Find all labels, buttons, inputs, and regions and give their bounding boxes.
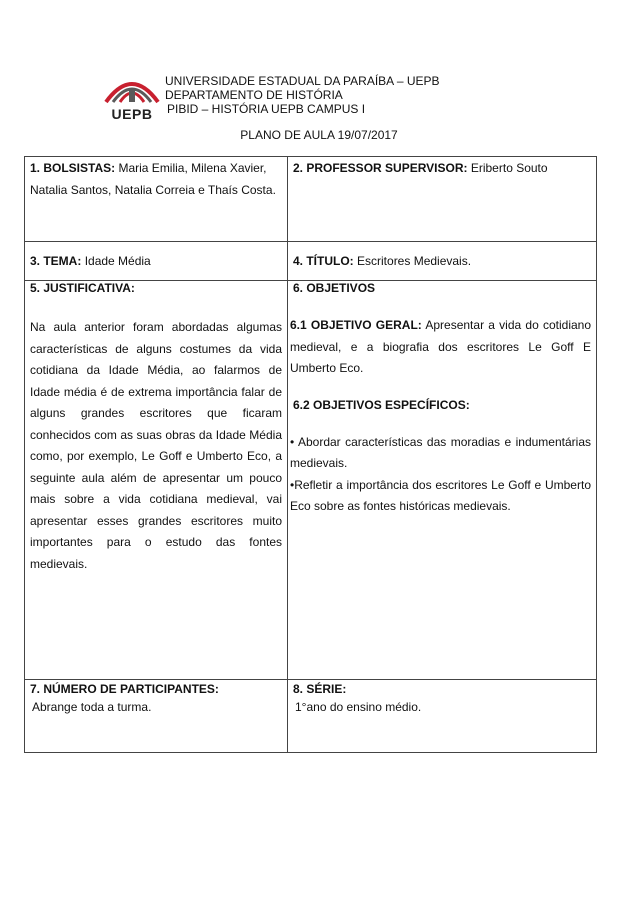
- participantes-cell: [25, 680, 288, 753]
- tema-value: Idade Média: [84, 254, 151, 268]
- serie-label: 8. SÉRIE:: [293, 682, 347, 696]
- lesson-plan-table: [24, 156, 597, 753]
- professor-cell: [288, 157, 597, 242]
- bolsistas-cell: [25, 157, 288, 242]
- tema-label: 3. TEMA:: [30, 254, 82, 268]
- titulo-cell: [288, 242, 597, 281]
- university-name: UNIVERSIDADE ESTADUAL DA PARAÍBA – UEPB: [165, 74, 440, 88]
- professor-label: 2. PROFESSOR SUPERVISOR:: [293, 161, 468, 175]
- objetivo-geral-label: 6.1 OBJETIVO GERAL:: [290, 318, 422, 332]
- table-row: [25, 157, 597, 242]
- table-row: [25, 242, 597, 281]
- objetivos-cell: [288, 281, 597, 680]
- objetivo-geral: [290, 315, 591, 380]
- logo-text: UEPB: [111, 106, 153, 122]
- bolsistas-value: Maria Emilia, Milena Xavier, Natalia Santos, Natalia Correia e Thaís Costa.: [30, 161, 276, 197]
- objetivos-especificos-list: [290, 432, 591, 518]
- objetivos-especificos-label: 6.2 OBJETIVOS ESPECÍFICOS:: [293, 397, 470, 412]
- bolsistas-label: 1. BOLSISTAS:: [30, 161, 116, 175]
- justificativa-label: 5. JUSTIFICATIVA:: [30, 281, 135, 295]
- uepb-logo: [102, 72, 162, 122]
- table-row: [25, 281, 597, 680]
- serie-value: 1°ano do ensino médio.: [295, 700, 422, 714]
- justificativa-cell: [25, 281, 288, 680]
- document-header: [0, 0, 638, 160]
- justificativa-text: Na aula anterior foram abordadas algumas características de alguns costumes da vida cotidiana da Idade Média, ao falarmos de Idade média é de extrema importância falar de alguns grandes escritores que ficaram conhecidos com as suas obras da Idade Média como, por exemplo, Le Goff e Umberto Eco, a seguinte aula além de apresentar um pouco mais sobre a vida cotidiana medieval, vai apresentar esses grandes escritores muito importantes para o estudo das fontes medievais.: [30, 320, 282, 571]
- tema-cell: [25, 242, 288, 281]
- list-item: • Abordar características das moradias e indumentárias medievais.: [290, 434, 591, 470]
- program-name: PIBID – HISTÓRIA UEPB CAMPUS I: [167, 102, 366, 116]
- department-name: DEPARTAMENTO DE HISTÓRIA: [165, 88, 343, 102]
- objetivos-label: 6. OBJETIVOS: [293, 281, 376, 295]
- participantes-label: 7. NÚMERO DE PARTICIPANTES:: [30, 682, 219, 696]
- professor-value: Eriberto Souto: [470, 161, 548, 175]
- table-row: [25, 680, 597, 753]
- titulo-label: 4. TÍTULO:: [293, 254, 354, 268]
- participantes-value: Abrange toda a turma.: [32, 700, 152, 714]
- serie-cell: [288, 680, 597, 753]
- titulo-value: Escritores Medievais.: [357, 254, 472, 268]
- plan-title: PLANO DE AULA 19/07/2017: [240, 128, 398, 142]
- uepb-emblem-icon: [102, 72, 162, 106]
- objetivo-geral-text: Apresentar a vida do cotidiano medieval, e a biografia dos escritores Le Goff E Umberto Eco.: [290, 318, 592, 375]
- list-item: •Refletir a importância dos escritores Le Goff e Umberto Eco sobre as fontes históricas medievais.: [290, 477, 591, 513]
